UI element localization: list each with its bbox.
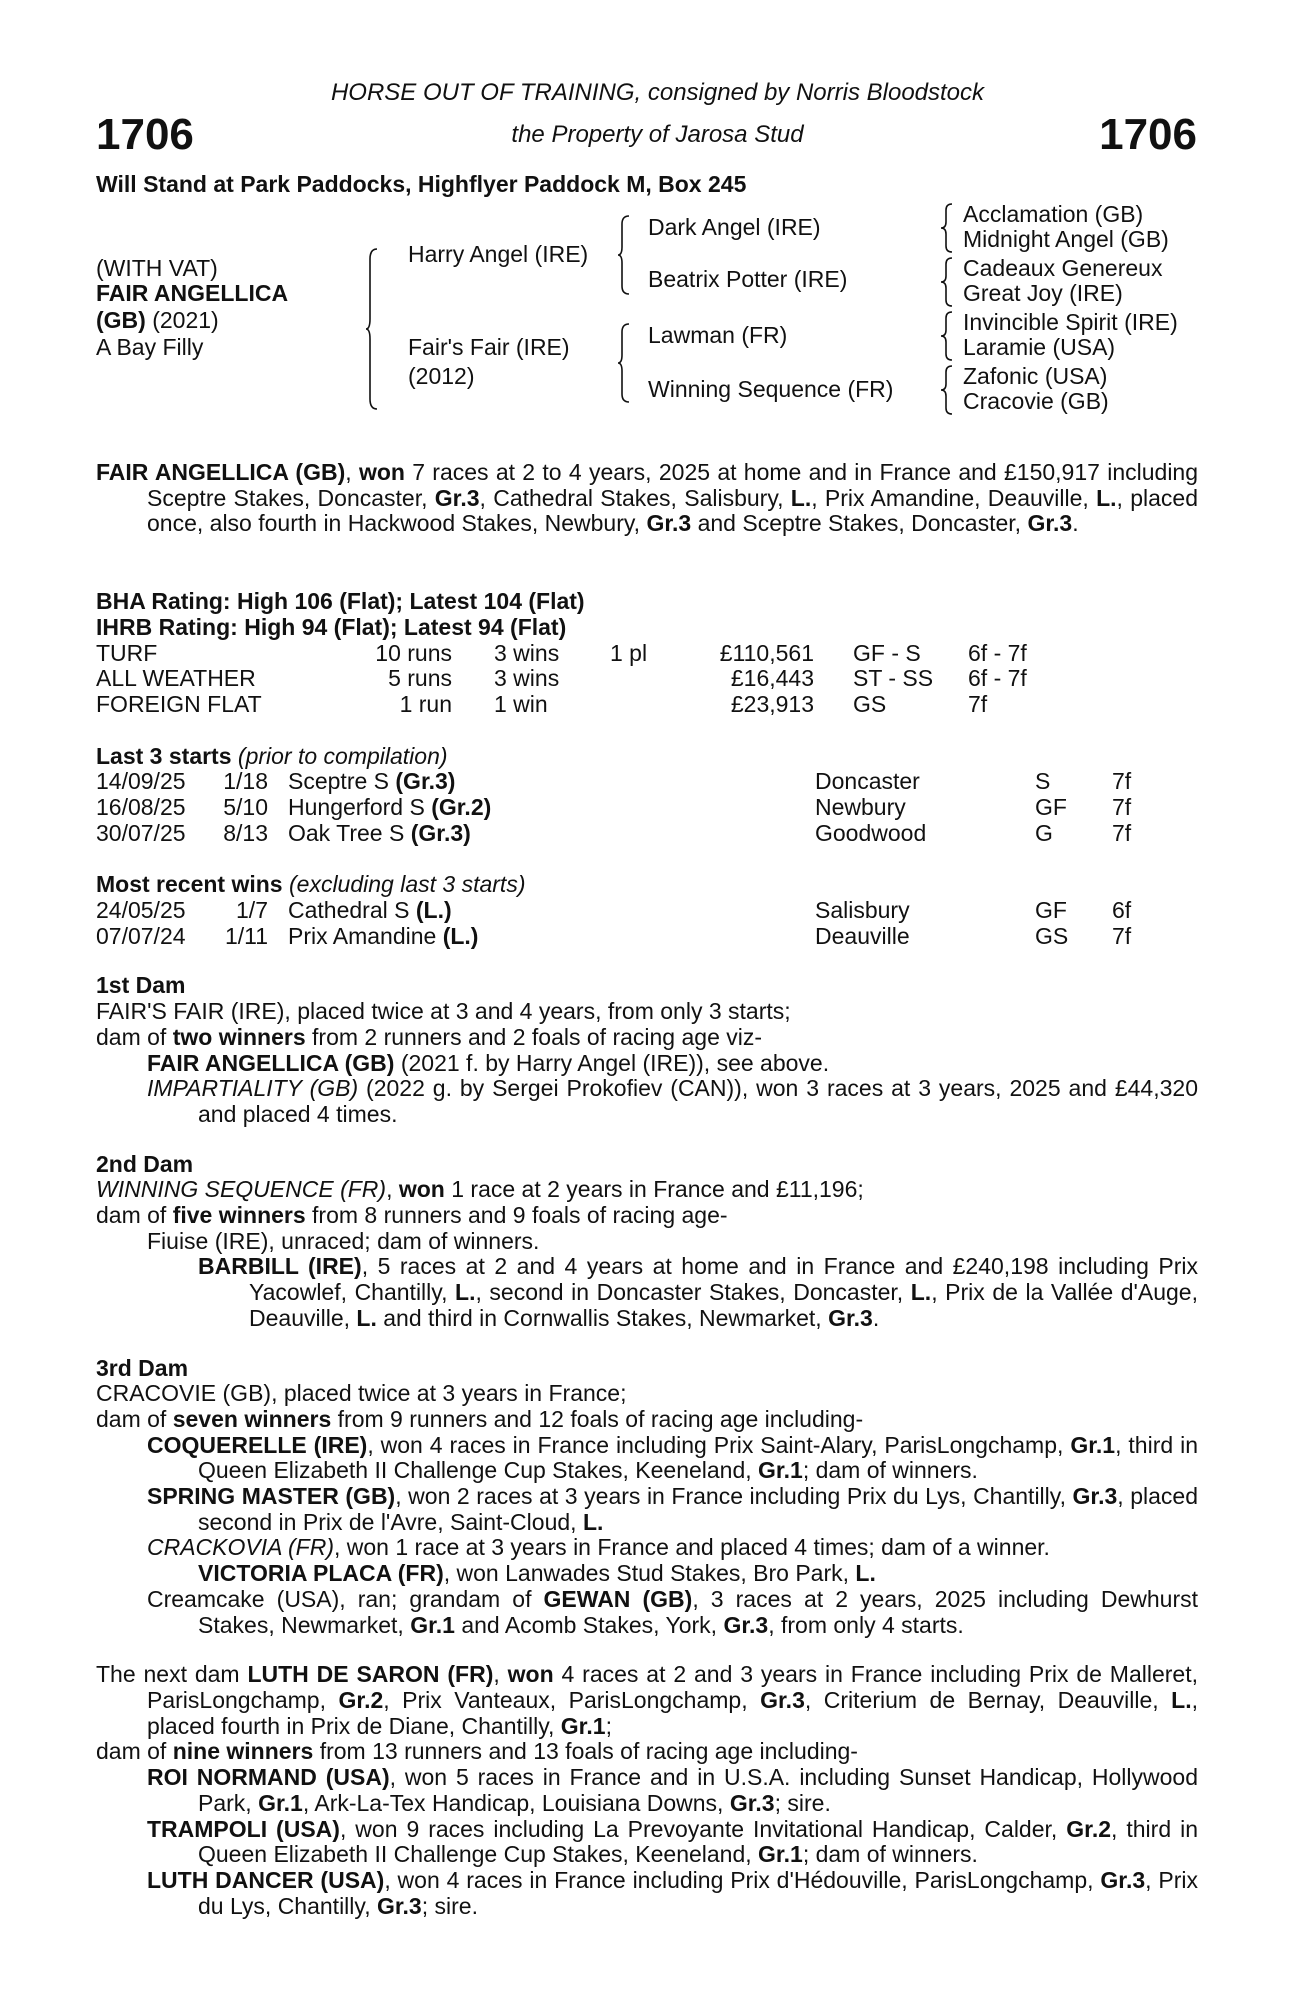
pedigree-paragraph (96, 1484, 1198, 1535)
dam-heading: 1st Dam (96, 972, 186, 999)
text-run: , (386, 1176, 399, 1203)
bold-text: L. (1096, 484, 1117, 511)
section-title: Last 3 starts (96, 742, 232, 769)
text-run: , Ark-La-Tex Handicap, Louisiana Downs, (302, 1789, 730, 1816)
horse-name: FAIR ANGELLICA (96, 280, 289, 306)
text-run: , won 5 races in France and in U.S.A. including Sunset Handicap, Hollywood Park, (198, 1764, 1198, 1816)
finishing-position: 1/7 (236, 897, 268, 924)
pedigree-paragraph (96, 1765, 1198, 1816)
stat-runs: 10 runs (375, 639, 452, 666)
race-date: 14/09/25 (96, 768, 186, 795)
race-name (288, 795, 491, 821)
pedigree-paragraph (96, 1203, 1198, 1229)
section-title: Most recent wins (96, 871, 283, 898)
text-run: , third in Queen Elizabeth II Challenge Cup Stakes, Keeneland, (198, 1431, 1198, 1484)
pedigree-paragraph (96, 1076, 1198, 1127)
ancestor: Great Joy (IRE) (963, 280, 1123, 306)
pedigree-paragraph (96, 1177, 1198, 1203)
text-run: 4 races at 2 and 3 years in France including Prix de Malleret, ParisLongchamp, (147, 1661, 1198, 1713)
bold-text: L. (356, 1304, 377, 1331)
dam-heading: 3rd Dam (96, 1354, 189, 1381)
italic-text: WINNING SEQUENCE (FR) (96, 1176, 387, 1203)
consignment-line: HORSE OUT OF TRAINING, consigned by Norris Bloodstock (330, 79, 985, 106)
bold-text: LUTH DE SARON (FR) (247, 1661, 494, 1688)
text-run: dam of (96, 1738, 173, 1765)
text-run: ; dam of winners. (802, 1841, 978, 1868)
stat-going: GF - S (853, 639, 921, 666)
bold-text: Gr.3 (1100, 1866, 1146, 1893)
bold-text: L. (582, 1508, 604, 1535)
pedigree-paragraph (96, 1433, 1198, 1484)
pedigree-paragraph (96, 1254, 1198, 1331)
distance: 7f (1112, 768, 1132, 795)
stat-going: GS (853, 690, 887, 717)
bold-text: L. (790, 484, 812, 511)
bold-text: Gr.1 (410, 1611, 455, 1638)
dam-section (96, 1152, 1198, 1332)
text-run: from 8 runners and 9 foals of racing age- (305, 1202, 728, 1229)
bold-text: Gr.1 (560, 1712, 606, 1739)
bold-text: ROI NORMAND (USA) (147, 1764, 390, 1791)
race-date: 07/07/24 (96, 922, 186, 949)
bold-text: Gr.2 (338, 1687, 384, 1713)
pedigree-paragraph (96, 999, 1198, 1025)
stand-location: Will Stand at Park Paddocks, Highflyer Paddock M, Box 245 (96, 171, 747, 197)
horse-country: (GB) (96, 307, 146, 333)
bold-text: Gr.3 (723, 1611, 769, 1638)
text-run: , Prix du Lys, Chantilly, (198, 1866, 1198, 1919)
brace-icon (365, 247, 381, 412)
race-name (288, 821, 471, 847)
bold-text: won (507, 1661, 554, 1688)
text-run: CRACOVIE (GB), placed twice at 3 years in France; (96, 1380, 627, 1407)
pedigree-paragraph (96, 1587, 1198, 1638)
bold-text: seven winners (172, 1405, 332, 1432)
bold-text: won (358, 459, 405, 485)
finishing-position: 1/18 (223, 768, 268, 795)
race-title: Sceptre S (288, 768, 396, 795)
bold-text: BARBILL (IRE) (198, 1253, 362, 1280)
bold-text: won (398, 1176, 445, 1203)
horse-origin (96, 308, 219, 332)
text-run: , from only 4 starts. (768, 1611, 964, 1638)
text-run: from 2 runners and 2 foals of racing age viz- (305, 1023, 763, 1050)
stat-earnings: £23,913 (730, 690, 814, 717)
racecourse: Newbury (815, 793, 906, 820)
stat-earnings: £110,561 (719, 639, 814, 666)
stat-wins: 3 wins (494, 639, 560, 666)
racecourse: Salisbury (815, 897, 910, 924)
dam-section (96, 973, 1198, 1127)
stat-type: FOREIGN FLAT (96, 690, 262, 717)
text-run: ; sire. (421, 1892, 478, 1919)
horse-year: (2021) (152, 307, 219, 333)
bold-text: Gr.3 (434, 484, 480, 511)
pedigree-paragraph (96, 1051, 1198, 1077)
stat-placed: 1 pl (610, 639, 648, 666)
text-run: , (493, 1661, 508, 1688)
italic-text: CRACKOVIA (FR) (147, 1534, 334, 1561)
ancestor: Cadeaux Genereux (963, 255, 1163, 281)
text-run: , placed second in Prix de l'Avre, Saint-Cloud, (198, 1483, 1199, 1535)
bold-text: Gr.1 (758, 1841, 803, 1868)
pedigree-paragraph (96, 1381, 1198, 1407)
bold-text: SPRING MASTER (GB) (147, 1483, 396, 1510)
text-run: , won 1 race at 3 years in France and placed 4 times; dam of a winner. (334, 1534, 1050, 1561)
bold-text: nine winners (172, 1738, 314, 1765)
race-grade: (Gr.3) (395, 768, 456, 795)
bold-text: GEWAN (GB) (543, 1585, 693, 1612)
race-grade: (L.) (415, 897, 452, 924)
race-grade: (L.) (442, 922, 479, 949)
pedigree-paragraph (96, 1407, 1198, 1433)
bold-text: five winners (172, 1202, 306, 1229)
distance: 7f (1112, 793, 1132, 820)
text-run: , Prix Vanteaux, ParisLongchamp, (383, 1687, 761, 1713)
text-run: from 9 runners and 12 foals of racing age including- (331, 1405, 864, 1432)
text-run: and Acomb Stakes, York, (454, 1611, 724, 1638)
text-run: (2022 g. by Sergei Prokofiev (CAN)), won 3 races at 3 years, 2025 and £44,320 and placed 4 times. (198, 1075, 1198, 1127)
bold-text: two winners (172, 1023, 306, 1050)
text-run: , (345, 459, 359, 485)
bold-text: Gr.1 (258, 1789, 303, 1816)
bold-text: VICTORIA PLACA (FR) (198, 1560, 444, 1587)
race-date: 16/08/25 (96, 793, 186, 820)
text-run: , won Lanwades Stud Stakes, Bro Park, (443, 1560, 856, 1587)
distance: 7f (1112, 922, 1132, 949)
text-run: Creamcake (USA), ran; grandam of (147, 1585, 544, 1612)
bold-text: Gr.3 (1027, 510, 1073, 537)
stats-row (96, 666, 1198, 692)
sire: Harry Angel (IRE) (408, 241, 589, 267)
text-run: ; (605, 1712, 612, 1739)
text-run: , Prix Amandine, Deauville, (811, 484, 1097, 511)
text-run: , won 2 races at 3 years in France including Prix du Lys, Chantilly, (395, 1483, 1073, 1510)
pedigree-paragraph (96, 1739, 1198, 1765)
ancestor: Cracovie (GB) (963, 388, 1109, 414)
section-note: (excluding last 3 starts) (289, 871, 526, 898)
text-run: 7 races at 2 to 4 years, 2025 at home and in France and £150,917 including Sceptre Stakes, Doncaster, (147, 459, 1199, 511)
last-3-starts (96, 744, 1198, 847)
brace-icon (940, 364, 956, 416)
text-run: (2021 f. by Harry Angel (IRE)), see above. (394, 1049, 830, 1076)
catalogue-body (96, 460, 1198, 1919)
race-title: Oak Tree S (288, 819, 411, 846)
text-run: . (872, 1304, 880, 1331)
race-date: 30/07/25 (96, 819, 186, 846)
race-name (288, 898, 452, 924)
ancestor: Laramie (USA) (963, 334, 1116, 360)
stat-type: TURF (96, 639, 158, 666)
pedigree-chart (0, 202, 1315, 417)
dam-year: (2012) (408, 363, 475, 389)
text-run: dam of (96, 1202, 173, 1229)
bold-text: Gr.3 (760, 1687, 805, 1713)
ihrb-rating: IHRB Rating: High 94 (Flat); Latest 94 (Flat) (96, 613, 567, 640)
text-run: , second in Doncaster Stakes, Doncaster, (475, 1279, 911, 1306)
lot-number-left: 1706 (96, 110, 194, 159)
racecourse: Doncaster (815, 768, 920, 795)
ancestor: Invincible Spirit (IRE) (963, 309, 1178, 335)
bold-text: COQUERELLE (IRE) (147, 1431, 368, 1458)
stats-table (96, 641, 1198, 718)
race-row (96, 795, 1198, 821)
dam-sire: Lawman (FR) (648, 322, 788, 348)
stats-row (96, 692, 1198, 718)
race-row (96, 821, 1198, 847)
stat-runs: 5 runs (388, 665, 452, 692)
bold-text: L. (1171, 1687, 1192, 1713)
text-run: FAIR'S FAIR (IRE), placed twice at 3 and 4 years, from only 3 starts; (96, 998, 791, 1025)
text-run: dam of (96, 1023, 173, 1050)
italic-text: IMPARTIALITY (GB) (147, 1075, 359, 1102)
text-run: , placed once, also fourth in Hackwood Stakes, Newbury, (147, 484, 1198, 537)
race-title: Cathedral S (288, 897, 416, 924)
distance: 7f (1112, 819, 1132, 846)
race-grade: (Gr.2) (431, 793, 492, 820)
most-recent-wins (96, 872, 1198, 949)
race-row (96, 898, 1198, 924)
race-name (288, 924, 478, 950)
text-run: , placed fourth in Prix de Diane, Chantilly, (147, 1687, 1198, 1739)
pedigree-paragraph (96, 1662, 1198, 1739)
going: G (1035, 819, 1053, 846)
bold-text: FAIR ANGELLICA (GB) (96, 459, 346, 485)
race-grade: (Gr.3) (410, 819, 471, 846)
bold-text: Gr.3 (376, 1892, 422, 1919)
text-run: ; dam of winners. (802, 1457, 978, 1484)
bha-rating: BHA Rating: High 106 (Flat); Latest 104 (Flat) (96, 588, 585, 615)
dam-dam: Winning Sequence (FR) (648, 376, 894, 402)
stat-wins: 3 wins (494, 665, 560, 692)
going: GF (1035, 897, 1067, 924)
race-name (288, 769, 455, 795)
race-row (96, 924, 1198, 950)
bold-text: FAIR ANGELLICA (GB) (147, 1049, 395, 1076)
text-run: , Prix de la Vallée d'Auge, Deauville, (249, 1279, 1198, 1331)
bold-text: L. (455, 1279, 476, 1306)
race-title: Prix Amandine (288, 922, 443, 949)
pedigree-paragraph (96, 1868, 1198, 1919)
bold-text: Gr.3 (729, 1789, 775, 1816)
pedigree-paragraph (96, 1561, 1198, 1587)
text-run: The next dam (96, 1661, 248, 1688)
bold-text: L. (855, 1560, 876, 1587)
brace-icon (617, 322, 633, 404)
text-run: from 13 runners and 13 foals of racing age including- (313, 1738, 858, 1765)
text-run: ; sire. (774, 1789, 831, 1816)
pedigree-paragraph (96, 1229, 1198, 1255)
text-run: . (1072, 510, 1079, 537)
finishing-position: 1/11 (224, 922, 268, 949)
stat-runs: 1 run (399, 690, 452, 717)
stat-distance: 6f - 7f (968, 639, 1027, 666)
property-line: the Property of Jarosa Stud (511, 121, 804, 148)
text-run: , third in Queen Elizabeth II Challenge Cup Stakes, Keeneland, (198, 1815, 1198, 1868)
brace-icon (617, 214, 633, 296)
stat-wins: 1 win (494, 690, 548, 717)
ancestor: Acclamation (GB) (963, 201, 1144, 227)
finishing-position: 8/13 (223, 819, 268, 846)
racecourse: Goodwood (815, 819, 927, 846)
text-run: , won 9 races including La Prevoyante Invitational Handicap, Calder, (339, 1815, 1067, 1842)
finishing-position: 5/10 (223, 793, 268, 820)
text-run: and Sceptre Stakes, Doncaster, (691, 510, 1028, 537)
stat-earnings: £16,443 (730, 665, 814, 692)
stat-going: ST - SS (853, 665, 934, 692)
pedigree-paragraph (96, 1535, 1198, 1561)
race-title: Hungerford S (288, 793, 432, 820)
going: S (1035, 768, 1051, 795)
vat-note: (WITH VAT) (96, 255, 218, 281)
ancestor: Midnight Angel (GB) (963, 226, 1169, 252)
bold-text: Gr.1 (1070, 1431, 1116, 1458)
bold-text: L. (910, 1279, 932, 1306)
pedigree-paragraph (96, 1817, 1198, 1868)
horse-description: A Bay Filly (96, 334, 204, 360)
text-run: and third in Cornwallis Stakes, Newmarket, (376, 1304, 829, 1331)
racecourse: Deauville (815, 922, 910, 949)
bold-text: Gr.3 (1072, 1483, 1118, 1510)
dam-section (96, 1356, 1198, 1639)
section-note: (prior to compilation) (237, 742, 448, 769)
text-run: , 5 races at 2 and 4 years at home and in France and £240,198 including Prix Yacowlef, Chantilly, (249, 1253, 1198, 1306)
race-date: 24/05/25 (96, 897, 186, 924)
distance: 6f (1112, 897, 1132, 924)
bold-text: TRAMPOLI (USA) (147, 1815, 340, 1842)
text-run: , 3 races at 2 years, 2025 including Dewhurst Stakes, Newmarket, (198, 1585, 1198, 1638)
dam-sections (96, 973, 1198, 1919)
bold-text: Gr.1 (758, 1457, 803, 1484)
stats-row (96, 641, 1198, 667)
stat-distance: 6f - 7f (968, 665, 1027, 692)
sire-dam: Beatrix Potter (IRE) (648, 266, 848, 292)
bold-text: Gr.3 (828, 1304, 873, 1331)
pedigree-paragraph (96, 1025, 1198, 1051)
sire-sire: Dark Angel (IRE) (648, 214, 821, 240)
going: GF (1035, 793, 1067, 820)
stat-type: ALL WEATHER (96, 665, 256, 692)
text-run: , Cathedral Stakes, Salisbury, (479, 484, 791, 511)
ancestor: Zafonic (USA) (963, 363, 1108, 389)
bold-text: LUTH DANCER (USA) (147, 1866, 385, 1893)
brace-icon (940, 310, 956, 362)
brace-icon (940, 256, 956, 308)
race-row (96, 769, 1198, 795)
text-run: , Criterium de Bernay, Deauville, (804, 1687, 1172, 1713)
text-run: , won 4 races in France including Prix d'Hédouville, ParisLongchamp, (384, 1866, 1101, 1893)
going: GS (1035, 922, 1069, 949)
text-run: Fiuise (IRE), unraced; dam of winners. (147, 1227, 540, 1254)
dam: Fair's Fair (IRE) (408, 334, 570, 360)
text-run: 1 race at 2 years in France and £11,196; (444, 1176, 864, 1203)
stat-distance: 7f (968, 690, 988, 717)
race-record-summary (96, 460, 1198, 537)
text-run: , won 4 races in France including Prix Saint-Alary, ParisLongchamp, (367, 1431, 1071, 1458)
text-run: dam of (96, 1405, 173, 1432)
brace-icon (940, 202, 956, 254)
ratings (96, 589, 1198, 717)
lot-number-right: 1706 (1099, 110, 1197, 159)
dam-heading: 2nd Dam (96, 1150, 194, 1177)
bold-text: Gr.2 (1066, 1815, 1112, 1842)
bold-text: Gr.3 (646, 510, 692, 537)
dam-section (96, 1662, 1198, 1919)
